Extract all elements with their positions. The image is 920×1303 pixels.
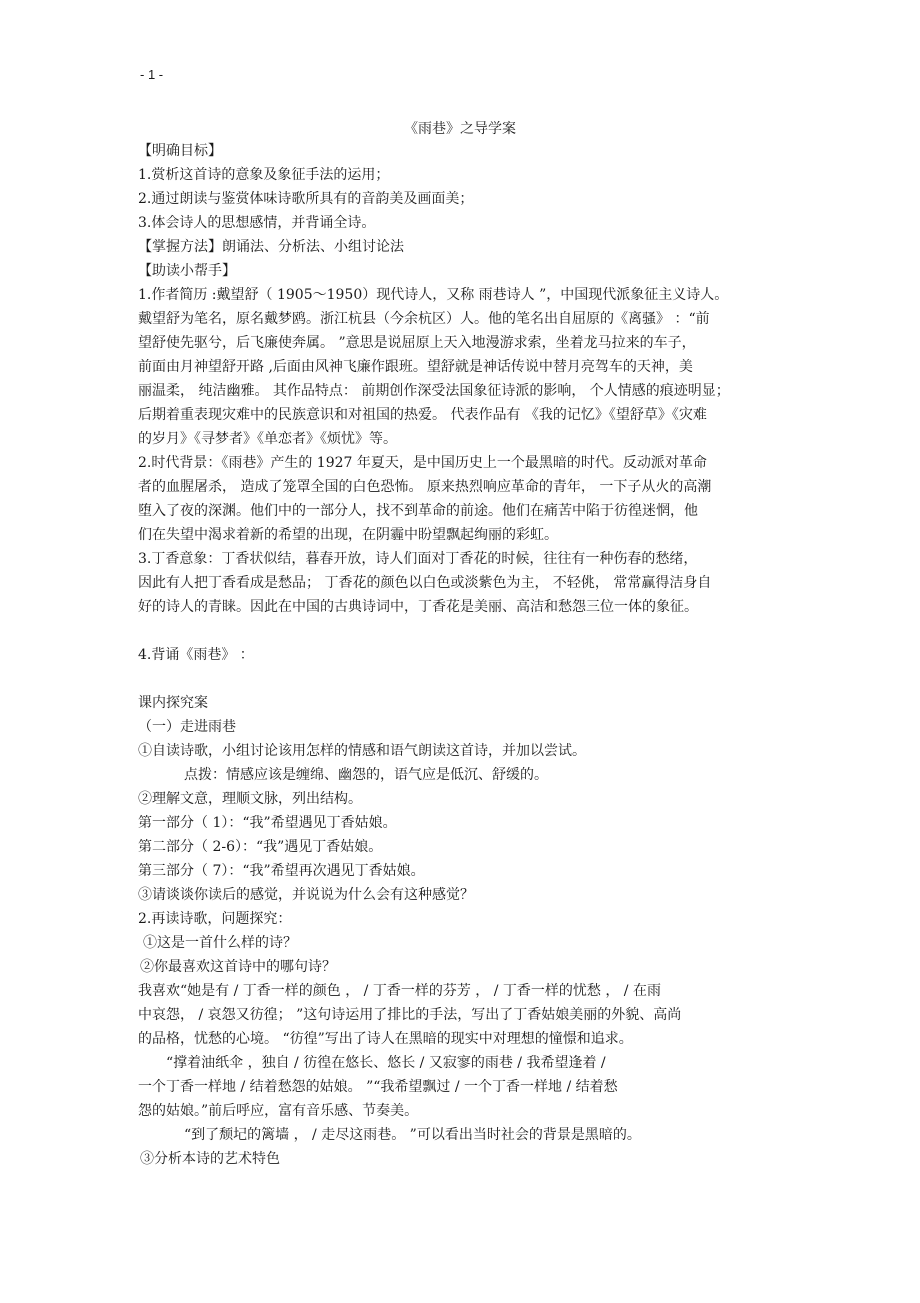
background-line: 们在失望中渴求着新的希望的出现，在阴霾中盼望飘起绚丽的彩虹。 <box>138 527 558 543</box>
reread-question-3: ③分析本诗的艺术特色 <box>140 1151 280 1167</box>
umbrella-line: 怨的姑娘。”前后呼应，富有音乐感、节奏美。 <box>138 1103 419 1119</box>
favorite-line: 我喜欢“她是有 / 丁香一样的颜色 ， / 丁香一样的芬芳 ， / 丁香一样的忧愁 ， / 在雨 <box>138 983 661 999</box>
lilac-line: 好的诗人的青睐。因此在中国的古典诗词中，丁香花是美丽、高洁和愁怨三位一体的象征。 <box>138 599 698 615</box>
background-line: 堕入了夜的深渊。他们中的一部分人，找不到革命的前途。他们在痛苦中陷于彷徨迷惘，他 <box>138 503 698 519</box>
lilac-line: 3.丁香意象：丁香状似结，暮春开放，诗人们面对丁香花的时候，往往有一种伤春的愁绪， <box>138 551 698 567</box>
goal-item: 3.体会诗人的思想感情，并背诵全诗。 <box>138 215 376 231</box>
document-body <box>138 139 788 1171</box>
question-2: ②理解文意，理顺文脉，列出结构。 <box>138 791 362 807</box>
goal-item: 1.赏析这首诗的意象及象征手法的运用； <box>138 167 390 183</box>
structure-item: 第一部分（ 1）：“我”希望遇见丁香姑娘。 <box>138 815 397 831</box>
umbrella-line: “撑着油纸伞 ，独自 / 彷徨在悠长、悠长 / 又寂寥的雨巷 / 我希望逢着 / <box>166 1055 606 1071</box>
question-1: ①自读诗歌，小组讨论该用怎样的情感和语气朗读这首诗，并加以尝试。 <box>138 743 586 759</box>
methods-line: 【掌握方法】朗诵法、分析法、小组讨论法 <box>138 239 404 255</box>
document-title: 《雨巷》之导学案 <box>404 121 516 137</box>
goals-heading: 【明确目标】 <box>138 143 222 159</box>
author-line: 前面由月神望舒开路 ,后面由风神飞廉作跟班。望舒就是神话传说中替月亮驾车的天神，美 <box>138 359 693 375</box>
author-line: 的岁月》《寻梦者》《单恋者》《烦忧》等。 <box>138 431 397 447</box>
page-number: - 1 - <box>140 67 164 82</box>
lilac-line: 因此有人把丁香看成是愁品； 丁香花的颜色以白色或淡紫色为主， 不轻佻， 常常赢得洁身自 <box>138 575 712 591</box>
favorite-line: 的品格，忧愁的心境。 “彷徨”写出了诗人在黑暗的现实中对理想的憧憬和追求。 <box>138 1031 633 1047</box>
structure-item: 第三部分（ 7）：“我”希望再次遇见丁香姑娘。 <box>138 863 425 879</box>
background-line: 2.时代背景：《雨巷》产生的 1927 年夏天，是中国历史上一个最黑暗的时代。反动派对革命 <box>138 455 707 471</box>
background-line: 者的血腥屠杀， 造成了笼罩全国的白色恐怖。 原来热烈响应革命的青年， 一下子从火的高潮 <box>138 479 712 495</box>
wall-line: “到了颓圮的篱墙 ， / 走尽这雨巷。 ”可以看出当时社会的背景是黑暗的。 <box>184 1127 641 1143</box>
favorite-line: 中哀怨， / 哀怨又彷徨； ”这句诗运用了排比的手法，写出了丁香姑娘美丽的外貌、高尚 <box>138 1007 682 1023</box>
part1-heading: （一）走进雨巷 <box>138 719 236 735</box>
author-line: 望舒使先驱兮，后飞廉使奔属。 ”意思是说屈原上天入地漫游求索，坐着龙马拉来的车子， <box>138 335 696 351</box>
reread-heading: 2.再读诗歌，问题探究： <box>138 911 292 927</box>
question-3: ③请谈谈你读后的感觉，并说说为什么会有这种感觉？ <box>138 887 474 903</box>
structure-item: 第二部分（ 2-6）：“我”遇见丁香姑娘。 <box>138 839 383 855</box>
hint-line: 点拨：情感应该是缠绵、幽怨的，语气应是低沉、舒缓的。 <box>184 767 548 783</box>
author-line: 戴望舒为笔名，原名戴梦鸥。浙江杭县（今余杭区）人。他的笔名出自屈原的《离骚》 ：“前 <box>138 311 710 327</box>
reread-question-2: ②你最喜欢这首诗中的哪句诗？ <box>140 959 336 975</box>
explore-heading: 课内探究案 <box>138 695 208 711</box>
author-line: 丽温柔， 纯洁幽雅。 其作品特点： 前期创作深受法国象征诗派的影响， 个人情感的痕迹明显； <box>138 383 730 399</box>
goal-item: 2.通过朗读与鉴赏体味诗歌所具有的音韵美及画面美； <box>138 191 474 207</box>
reread-question-1: ①这是一首什么样的诗？ <box>143 935 297 951</box>
author-line: 后期着重表现灾难中的民族意识和对祖国的热爱。 代表作品有 《我的记忆》《望舒草》《灾难 <box>138 407 707 423</box>
helper-heading: 【助读小帮手】 <box>138 263 236 279</box>
umbrella-line: 一个丁香一样地 / 结着愁怨的姑娘。 ”“我希望飘过 / 一个丁香一样地 / 结着愁 <box>138 1079 618 1095</box>
author-line: 1.作者简历 :戴望舒（ 1905～1950）现代诗人，又称 雨巷诗人 ”，中国现代派象征主义诗人。 <box>138 287 729 303</box>
recite-line: 4.背诵《雨巷》 ： <box>138 647 254 663</box>
